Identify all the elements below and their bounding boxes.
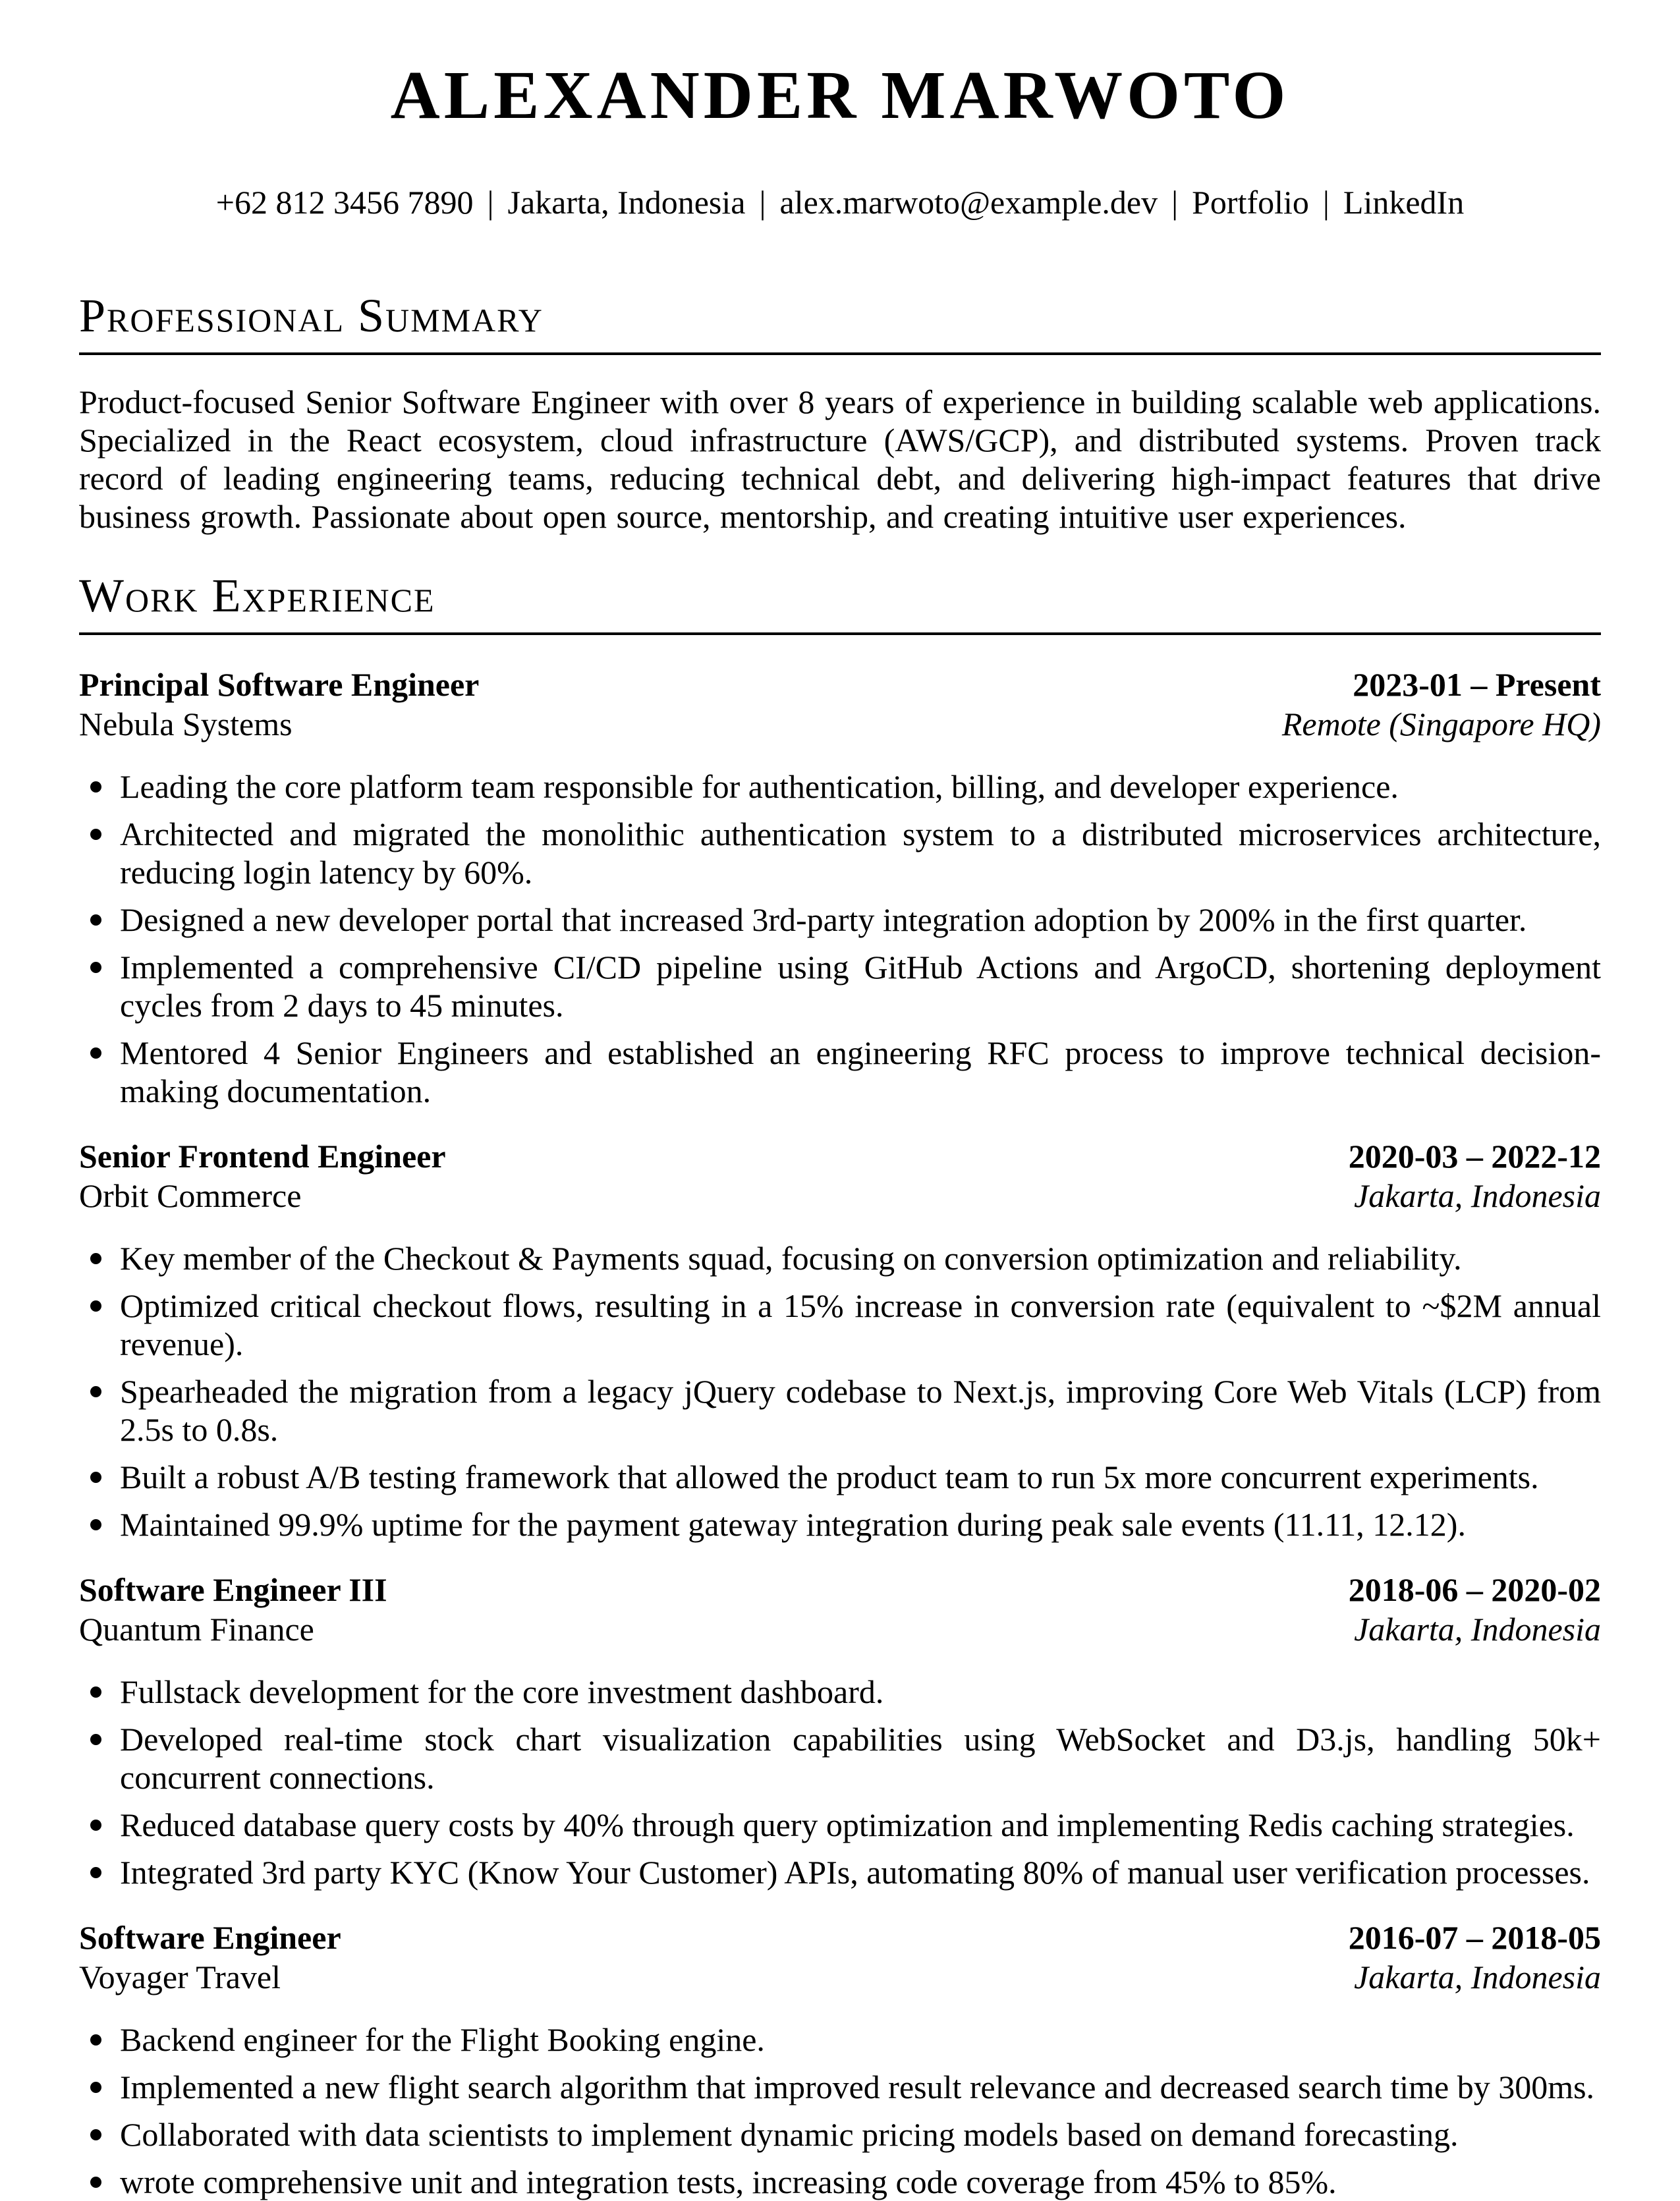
bullet-item: Key member of the Checkout & Payments squad, focusing on conversion optimization and reliability. <box>79 1239 1601 1277</box>
section-title-professional-summary: Professional Summary <box>79 289 544 342</box>
job-bullets <box>79 767 1601 1110</box>
job-dates: 2018-06 – 2020-02 <box>1348 1571 1601 1608</box>
job-entry-software-engineer <box>79 1918 1601 2201</box>
job-location: Jakarta, Indonesia <box>1354 1959 1601 1995</box>
resume-header <box>79 53 1601 223</box>
job-sub-row <box>79 1957 1601 1997</box>
section-professional-summary <box>79 289 1601 536</box>
job-dates: 2020-03 – 2022-12 <box>1348 1138 1601 1175</box>
job-dates: 2016-07 – 2018-05 <box>1348 1919 1601 1956</box>
job-title: Principal Software Engineer <box>79 666 480 703</box>
job-entry-senior-frontend-engineer <box>79 1136 1601 1544</box>
candidate-name: ALEXANDER MARWOTO <box>390 57 1290 133</box>
contact-line <box>79 182 1601 223</box>
section-rule <box>79 352 1601 355</box>
job-title-row <box>79 1570 1601 1609</box>
job-company: Voyager Travel <box>79 1959 281 1995</box>
bullet-item: Built a robust A/B testing framework that allowed the product team to run 5x more concurrent experiments. <box>79 1458 1601 1496</box>
job-title-row <box>79 1918 1601 1957</box>
bullet-item: Architected and migrated the monolithic authentication system to a distributed microservices architecture, reducing login latency by 60%. <box>79 815 1601 891</box>
bullet-item: Leading the core platform team responsible for authentication, billing, and developer experience. <box>79 767 1601 806</box>
contact-phone: +62 812 3456 7890 <box>215 184 474 221</box>
section-rule <box>79 632 1601 635</box>
job-entry-principal-software-engineer <box>79 665 1601 1110</box>
bullet-item: Spearheaded the migration from a legacy jQuery codebase to Next.js, improving Core Web Vitals (LCP) from 2.5s to 0.8s. <box>79 1372 1601 1449</box>
contact-portfolio-link[interactable]: Portfolio <box>1192 184 1309 221</box>
job-location: Remote (Singapore HQ) <box>1281 706 1601 742</box>
contact-email[interactable]: alex.marwoto@example.dev <box>779 184 1158 221</box>
job-company: Nebula Systems <box>79 706 293 742</box>
job-sub-row <box>79 1176 1601 1215</box>
bullet-item: Fullstack development for the core investment dashboard. <box>79 1673 1601 1711</box>
job-title-row <box>79 1136 1601 1176</box>
bullet-item: Reduced database query costs by 40% through query optimization and implementing Redis caching strategies. <box>79 1806 1601 1844</box>
job-bullets <box>79 1239 1601 1544</box>
job-location: Jakarta, Indonesia <box>1354 1177 1601 1214</box>
contact-separator: | <box>1171 184 1179 221</box>
contact-separator: | <box>1322 184 1330 221</box>
bullet-item: Maintained 99.9% uptime for the payment gateway integration during peak sale events (11.11, 12.12). <box>79 1505 1601 1544</box>
bullet-item: Implemented a comprehensive CI/CD pipeline using GitHub Actions and ArgoCD, shortening deployment cycles from 2 days to 45 minutes. <box>79 948 1601 1024</box>
job-entry-software-engineer-iii <box>79 1570 1601 1891</box>
job-title: Senior Frontend Engineer <box>79 1138 446 1175</box>
job-sub-row <box>79 1609 1601 1649</box>
job-bullets <box>79 2020 1601 2201</box>
bullet-item: Mentored 4 Senior Engineers and established an engineering RFC process to improve technical decision-making documentation. <box>79 1034 1601 1110</box>
bullet-item: Developed real-time stock chart visualization capabilities using WebSocket and D3.js, handling 50k+ concurrent connections. <box>79 1720 1601 1797</box>
section-work-experience <box>79 569 1601 2201</box>
bullet-item: wrote comprehensive unit and integration tests, increasing code coverage from 45% to 85%. <box>79 2163 1601 2201</box>
job-title: Software Engineer III <box>79 1571 387 1608</box>
job-title: Software Engineer <box>79 1919 341 1956</box>
job-bullets <box>79 1673 1601 1891</box>
summary-paragraph: Product-focused Senior Software Engineer with over 8 years of experience in building scalable web applications. Specialized in the React ecosystem, cloud infrastructure (AWS/GCP), and distributed systems. Proven track record of leading engineering teams, reducing technical debt, and delivering high-impact features that drive business growth. Passionate about open source, mentorship, and creating intuitive user experiences. <box>79 383 1601 535</box>
bullet-item: Integrated 3rd party KYC (Know Your Customer) APIs, automating 80% of manual user verification processes. <box>79 1853 1601 1891</box>
job-sub-row <box>79 704 1601 744</box>
bullet-item: Implemented a new flight search algorithm that improved result relevance and decreased search time by 300ms. <box>79 2068 1601 2106</box>
contact-separator: | <box>487 184 494 221</box>
bullet-item: Optimized critical checkout flows, resulting in a 15% increase in conversion rate (equivalent to ~$2M annual revenue). <box>79 1287 1601 1363</box>
bullet-item: Designed a new developer portal that increased 3rd-party integration adoption by 200% in the first quarter. <box>79 901 1601 939</box>
job-location: Jakarta, Indonesia <box>1354 1611 1601 1648</box>
section-title-work-experience: Work Experience <box>79 569 435 622</box>
bullet-item: Collaborated with data scientists to implement dynamic pricing models based on demand forecasting. <box>79 2115 1601 2154</box>
contact-location: Jakarta, Indonesia <box>507 184 746 221</box>
job-company: Quantum Finance <box>79 1611 314 1648</box>
contact-linkedin-link[interactable]: LinkedIn <box>1343 184 1465 221</box>
job-title-row <box>79 665 1601 704</box>
job-company: Orbit Commerce <box>79 1177 302 1214</box>
contact-separator: | <box>759 184 766 221</box>
bullet-item: Backend engineer for the Flight Booking engine. <box>79 2020 1601 2059</box>
job-dates: 2023-01 – Present <box>1353 666 1601 703</box>
